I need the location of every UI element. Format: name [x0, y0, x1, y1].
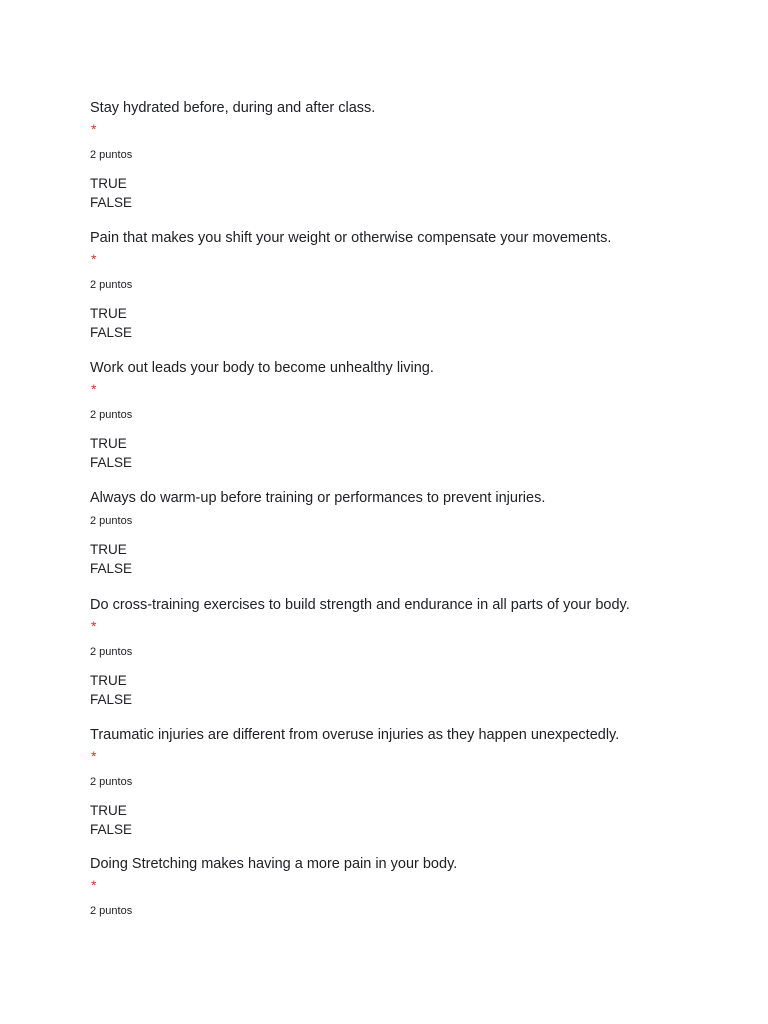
option-false[interactable]: FALSE [90, 561, 133, 576]
required-asterisk: * [91, 381, 97, 397]
points-label: 2 puntos [90, 905, 133, 917]
option-true[interactable]: TRUE [90, 803, 127, 818]
question-item [90, 726, 730, 837]
question-item [90, 489, 730, 576]
option-true[interactable]: TRUE [90, 306, 127, 321]
option-true[interactable]: TRUE [90, 542, 127, 557]
option-false[interactable]: FALSE [90, 325, 133, 340]
option-false[interactable]: FALSE [90, 455, 133, 470]
question-text: Stay hydrated before, during and after class. [90, 100, 376, 116]
option-false[interactable]: FALSE [90, 195, 133, 210]
required-asterisk: * [91, 618, 97, 634]
option-true[interactable]: TRUE [90, 176, 127, 191]
points-label: 2 puntos [90, 279, 133, 291]
option-false[interactable]: FALSE [90, 692, 133, 707]
question-text: Do cross-training exercises to build strength and endurance in all parts of your body. [90, 597, 630, 613]
option-false[interactable]: FALSE [90, 822, 133, 837]
question-text: Doing Stretching makes having a more pain in your body. [90, 856, 458, 872]
required-asterisk: * [91, 121, 97, 137]
question-text: Work out leads your body to become unhealthy living. [90, 360, 434, 376]
option-true[interactable]: TRUE [90, 436, 127, 451]
question-text: Always do warm-up before training or performances to prevent injuries. [90, 490, 546, 506]
option-true[interactable]: TRUE [90, 673, 127, 688]
points-label: 2 puntos [90, 776, 133, 788]
question-item [90, 855, 730, 917]
points-label: 2 puntos [90, 409, 133, 421]
required-asterisk: * [91, 748, 97, 764]
question-item [90, 229, 730, 340]
question-text: Pain that makes you shift your weight or otherwise compensate your movements. [90, 230, 612, 246]
question-item [90, 99, 730, 210]
points-label: 2 puntos [90, 646, 133, 658]
question-item [90, 359, 730, 470]
points-label: 2 puntos [90, 515, 133, 527]
required-asterisk: * [91, 251, 97, 267]
question-item [90, 596, 730, 707]
question-text: Traumatic injuries are different from overuse injuries as they happen unexpectedly. [90, 727, 620, 743]
points-label: 2 puntos [90, 149, 133, 161]
required-asterisk: * [91, 877, 97, 893]
